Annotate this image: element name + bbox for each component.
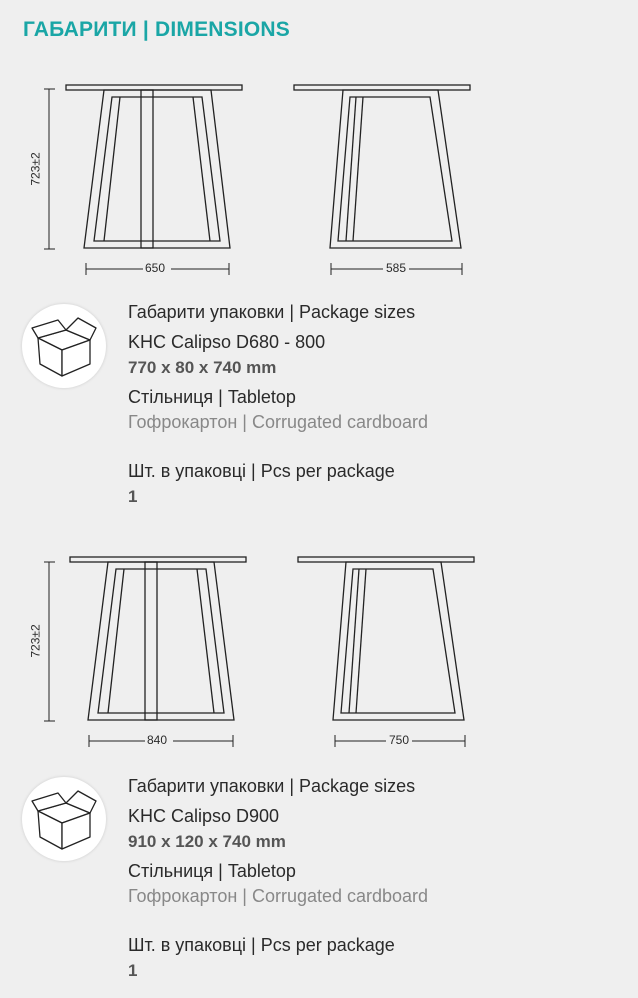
package-size: 910 x 120 x 740 mm	[128, 832, 286, 851]
material-label: Гофрокартон | Corrugated cardboard	[128, 886, 429, 906]
package-title: Габарити упаковки | Package sizes	[128, 776, 416, 796]
front-width-label: 840	[147, 733, 168, 747]
model-name: KHC Calipso D900	[128, 806, 280, 826]
content-label: Стільниця | Tabletop	[128, 861, 296, 881]
package-info-2	[128, 774, 428, 983]
box-icon	[22, 304, 106, 388]
model-name: KHC Calipso D680 - 800	[128, 332, 326, 352]
side-width-label: 750	[389, 733, 410, 747]
box-icon	[22, 777, 106, 861]
table-drawing-1	[0, 0, 638, 290]
pcs-label: Шт. в упаковці | Pcs per package	[128, 461, 395, 481]
height-dimension-label: 723±2	[28, 152, 43, 186]
package-title: Габарити упаковки | Package sizes	[128, 302, 416, 322]
page-title: ГАБАРИТИ | DIMENSIONS	[23, 18, 290, 41]
side-width-label: 585	[386, 261, 407, 275]
material-label: Гофрокартон | Corrugated cardboard	[128, 412, 429, 432]
content-label: Стільниця | Tabletop	[128, 387, 296, 407]
pcs-label: Шт. в упаковці | Pcs per package	[128, 935, 395, 955]
product-section-2	[0, 473, 638, 998]
pcs-value: 1	[128, 961, 138, 980]
pcs-value: 1	[128, 487, 138, 506]
package-size: 770 x 80 x 740 mm	[128, 358, 277, 377]
front-width-label: 650	[145, 261, 166, 275]
table-drawing-2	[0, 473, 638, 763]
height-dimension-label: 723±2	[28, 624, 43, 658]
